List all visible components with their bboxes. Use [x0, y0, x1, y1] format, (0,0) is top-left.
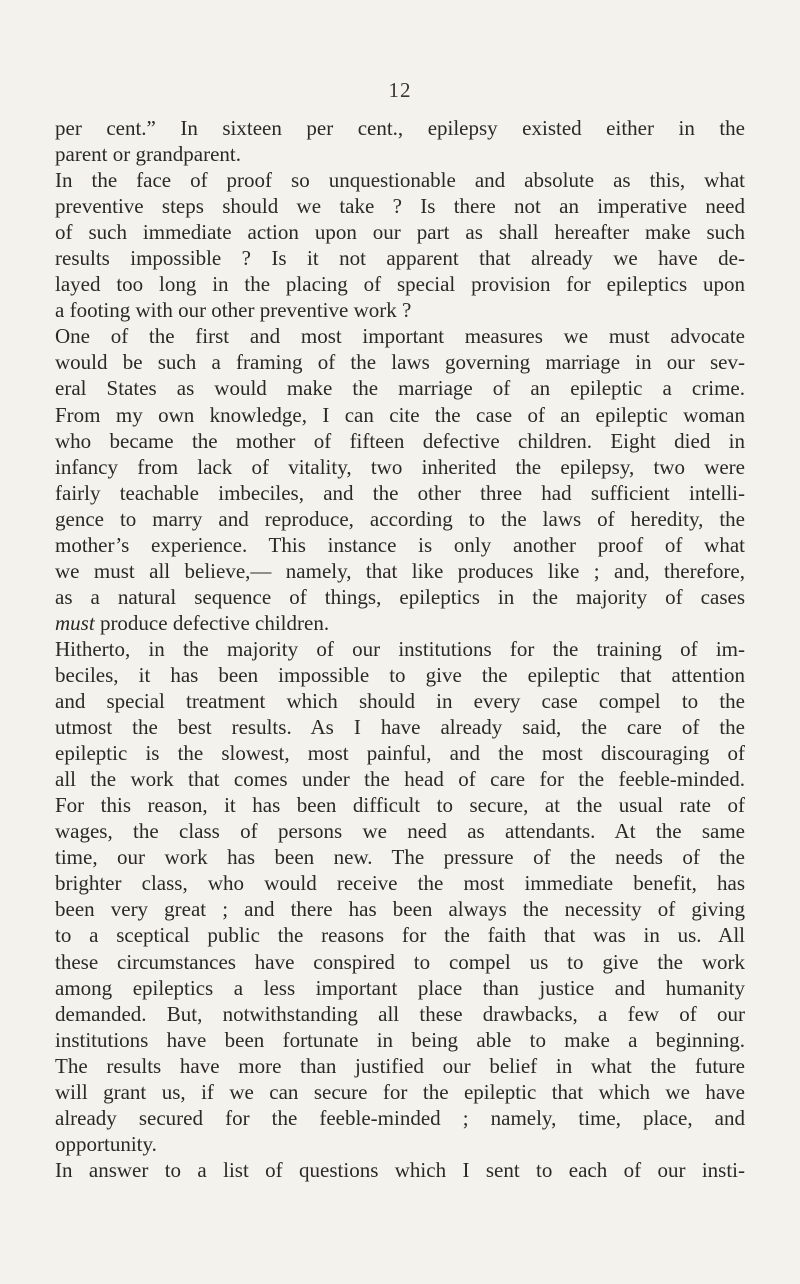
- text-line: [55, 792, 745, 818]
- text-line: [55, 1131, 745, 1157]
- line-text: One of the first and most important measures we must advocate: [55, 324, 745, 349]
- line-text: been very great ; and there has been always the necessity of giving: [55, 897, 745, 922]
- text-line: [55, 297, 745, 323]
- line-text: these circumstances have conspired to compel us to give the work: [55, 949, 745, 974]
- text-line: [55, 1053, 745, 1079]
- text-line: [55, 167, 745, 193]
- text-line: [55, 193, 745, 219]
- line-text: brighter class, who would receive the most immediate benefit, has: [55, 871, 745, 896]
- line-text: layed too long in the placing of special provision for epileptics upon: [55, 272, 745, 297]
- line-text: In answer to a list of questions which I sent to each of our insti-: [55, 1157, 745, 1182]
- text-line: [55, 1157, 745, 1183]
- text-line: [55, 922, 745, 948]
- line-text: For this reason, it has been difficult to secure, at the usual rate of: [55, 793, 745, 818]
- line-text: among epileptics a less important place than justice and humanity: [55, 975, 745, 1000]
- text-line: [55, 975, 745, 1001]
- text-line: [55, 506, 745, 532]
- line-text: and special treatment which should in every case compel to the: [55, 689, 745, 714]
- line-text: The results have more than justified our belief in what the future: [55, 1053, 745, 1078]
- line-text: will grant us, if we can secure for the epileptic that which we have: [55, 1079, 745, 1104]
- line-text: preventive steps should we take ? Is there not an imperative need: [55, 194, 745, 219]
- text-line: [55, 584, 745, 610]
- text-line: [55, 1105, 745, 1131]
- line-text: all the work that comes under the head of care for the feeble-minded.: [55, 767, 745, 792]
- text-line: [55, 714, 745, 740]
- line-text: would be such a framing of the laws governing marriage in our sev-: [55, 350, 745, 375]
- text-line: [55, 766, 745, 792]
- text-line: [55, 740, 745, 766]
- text-line: [55, 323, 745, 349]
- text-line: [55, 818, 745, 844]
- text-line: [55, 141, 745, 167]
- text-line: [55, 896, 745, 922]
- line-text: a footing with our other preventive work ?: [55, 298, 412, 323]
- text-line: [55, 1001, 745, 1027]
- text-line: [55, 375, 745, 401]
- text-line: [55, 480, 745, 506]
- line-text: eral States as would make the marriage of an epileptic a crime.: [55, 376, 745, 401]
- line-text: mother’s experience. This instance is only another proof of what: [55, 532, 745, 557]
- text-line: [55, 610, 745, 636]
- line-text: who became the mother of fifteen defective children. Eight died in: [55, 428, 745, 453]
- text-line: [55, 1079, 745, 1105]
- text-line: [55, 558, 745, 584]
- line-text: wages, the class of persons we need as attendants. At the same: [55, 819, 745, 844]
- line-text: institutions have been fortunate in being able to make a beginning.: [55, 1027, 745, 1052]
- text-line: [55, 870, 745, 896]
- text-line: [55, 662, 745, 688]
- line-text: beciles, it has been impossible to give the epileptic that attention: [55, 662, 745, 687]
- text-line: [55, 688, 745, 714]
- text-line: [55, 454, 745, 480]
- line-text: parent or grandparent.: [55, 142, 241, 167]
- line-text: already secured for the feeble-minded ; namely, time, place, and: [55, 1105, 745, 1130]
- line-text: infancy from lack of vitality, two inherited the epilepsy, two were: [55, 454, 745, 479]
- page-number: 12: [388, 78, 412, 102]
- line-text: produce defective children.: [94, 610, 330, 635]
- text-line: [55, 115, 745, 141]
- line-text: epileptic is the slowest, most painful, and the most discouraging of: [55, 741, 745, 766]
- line-text: From my own knowledge, I can cite the case of an epileptic woman: [55, 402, 745, 427]
- text-line: [55, 428, 745, 454]
- text-line: [55, 1027, 745, 1053]
- text-line: [55, 245, 745, 271]
- italic-word: must: [55, 610, 95, 635]
- text-line: [55, 271, 745, 297]
- body-text: [55, 115, 745, 1183]
- line-text: time, our work has been new. The pressure of the needs of the: [55, 845, 745, 870]
- line-text: Hitherto, in the majority of our institutions for the training of im-: [55, 636, 745, 661]
- line-text: of such immediate action upon our part as shall hereafter make such: [55, 220, 745, 245]
- text-line: [55, 636, 745, 662]
- line-text: results impossible ? Is it not apparent that already we have de-: [55, 246, 745, 271]
- line-text: fairly teachable imbeciles, and the other three had sufficient intelli-: [55, 480, 745, 505]
- line-text: to a sceptical public the reasons for the faith that was in us. All: [55, 923, 745, 948]
- line-text: utmost the best results. As I have already said, the care of the: [55, 715, 745, 740]
- text-line: [55, 219, 745, 245]
- line-text: opportunity.: [55, 1131, 157, 1156]
- text-line: [55, 532, 745, 558]
- line-text: demanded. But, notwithstanding all these drawbacks, a few of our: [55, 1001, 745, 1026]
- line-text: we must all believe,— namely, that like produces like ; and, therefore,: [55, 558, 745, 583]
- line-text: as a natural sequence of things, epileptics in the majority of cases: [55, 584, 745, 609]
- text-line: [55, 949, 745, 975]
- line-text: gence to marry and reproduce, according to the laws of heredity, the: [55, 506, 745, 531]
- text-line: [55, 402, 745, 428]
- line-text: per cent.” In sixteen per cent., epilepsy existed either in the: [55, 116, 745, 140]
- text-line: [55, 844, 745, 870]
- line-text: In the face of proof so unquestionable and absolute as this, what: [55, 168, 745, 193]
- text-line: [55, 349, 745, 375]
